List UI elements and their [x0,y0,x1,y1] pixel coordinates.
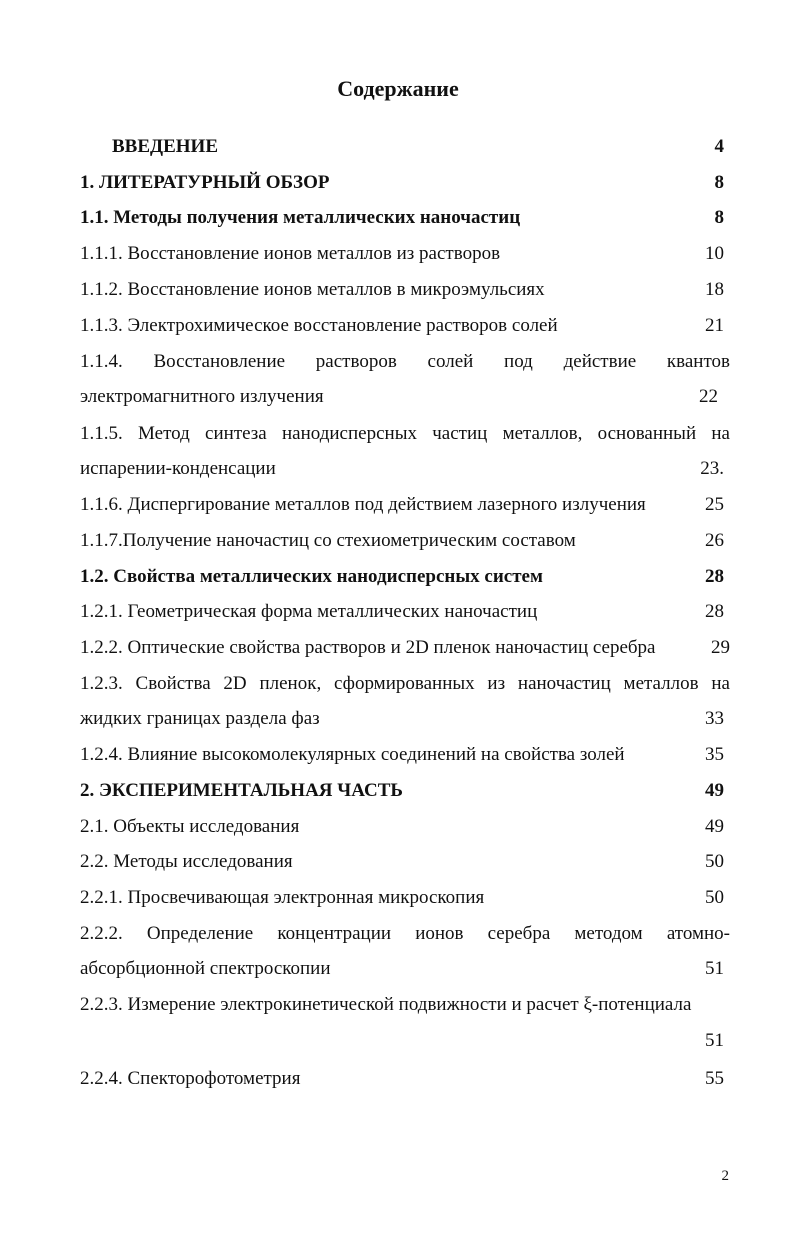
toc-entry: 2.2.3. Измерение электрокинетической подвижности и расчет ξ-потенциала [80,994,692,1015]
toc-entry: 1.1.5. Метод синтеза нанодисперсных частиц металлов, основанный на [80,423,730,444]
toc-entry: 51 [705,1030,724,1051]
toc-entry: электромагнитного излучения 22 [80,386,718,407]
toc-entry: 1.2.1. Геометрическая форма металлических наночастиц 28 [80,601,724,622]
toc-entry: 2.2.1. Просвечивающая электронная микроскопия 50 [80,887,724,908]
toc-entry: 1.2.4. Влияние высокомолекулярных соединений на свойства золей 35 [80,744,724,765]
toc-entry: абсорбционной спектроскопии 51 [80,958,724,979]
toc-entry: 1.1.7.Получение наночастиц со стехиометрическим составом 26 [80,530,724,551]
toc-entry: испарении-конденсации 23. [80,458,724,479]
toc-entry: 1.2.2. Оптические свойства растворов и 2D пленок наночастиц серебра 29 [80,637,730,658]
toc-entry: 1.1.3. Электрохимическое восстановление растворов солей 21 [80,315,724,336]
toc-entry: 1.1. Методы получения металлических наночастиц 8 [80,207,724,228]
toc-entry: 2.2.2. Определение концентрации ионов серебра методом атомно- [80,923,730,944]
toc-entry: 1. ЛИТЕРАТУРНЫЙ ОБЗОР 8 [80,172,724,193]
page-number: 2 [721,1168,729,1184]
toc-entry: 1.1.4. Восстановление растворов солей под действие квантов [80,351,730,372]
toc-entry: 2.2. Методы исследования 50 [80,851,724,872]
toc-entry: 1.2. Свойства металлических нанодисперсных систем 28 [80,566,724,587]
toc-entry: 2.2.4. Спекторофотометрия 55 [80,1068,724,1089]
toc-entry: 1.1.6. Диспергирование металлов под действием лазерного излучения 25 [80,494,724,515]
toc-entry: жидких границах раздела фаз 33 [80,708,724,729]
toc-entry: 1.1.1. Восстановление ионов металлов из растворов 10 [80,243,724,264]
toc-entry: 1.2.3. Свойства 2D пленок, сформированных из наночастиц металлов на [80,673,730,694]
toc-title: Содержание [337,76,459,101]
toc-entry: 2. ЭКСПЕРИМЕНТАЛЬНАЯ ЧАСТЬ 49 [80,780,724,801]
toc-entry: 2.1. Объекты исследования 49 [80,816,724,837]
toc-entry: ВВЕДЕНИЕ 4 [112,136,724,157]
toc-entry: 1.1.2. Восстановление ионов металлов в микроэмульсиях 18 [80,279,724,300]
